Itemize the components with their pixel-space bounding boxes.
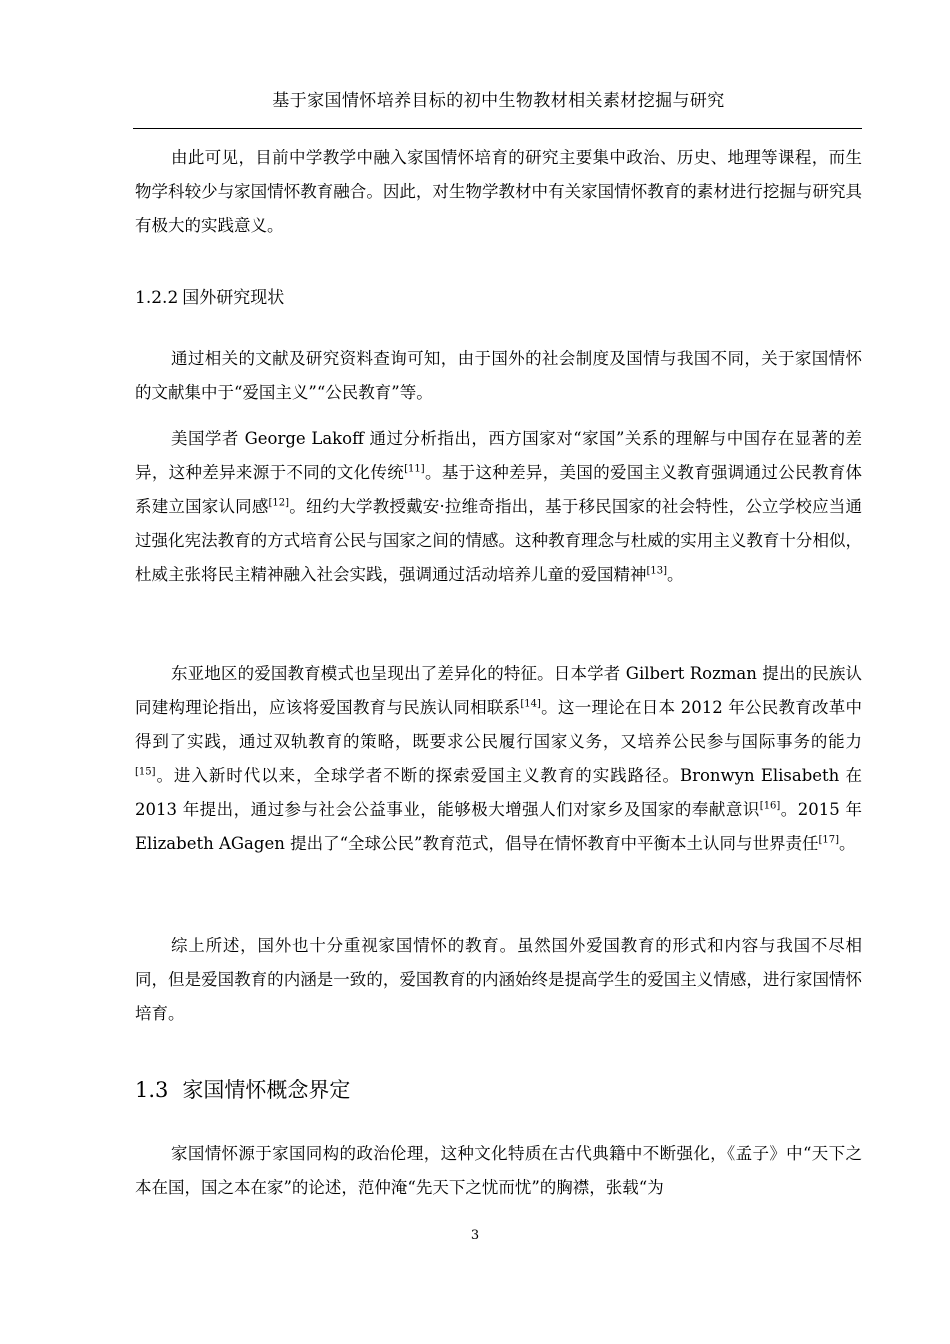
text-run: 东亚地区的爱国教育模式也呈现出了差异化的特征。日本学者 Gilbert Rozman 提出的民族认同建构理论指出，应该将爱国教育与民族认同相联系 (135, 664, 862, 717)
paragraph-intro-conclusion (135, 141, 862, 243)
citation-17: [17] (818, 834, 839, 846)
paragraph-text: 家国情怀源于家国同构的政治伦理，这种文化特质在古代典籍中不断强化，《孟子》中“天下之本在国，国之本在家”的论述，范仲淹“先天下之忧而忧”的胸襟，张载“为 (135, 1144, 862, 1197)
section-number: 1.2.2 (135, 288, 179, 308)
text-run: 。这一理论在日本 2012 年公民教育改革中得到了实践，通过双轨教育的策略，既要求公民履行国家义务，又培养公民参与国际事务的能力 (135, 698, 863, 751)
text-run: 。 (839, 834, 856, 853)
text-run: 美国学者 George Lakoff 通过分析指出，西方国家对“家国”关系的理解与中国存在显著的差异，这种差异来源于不同的文化传统 (135, 429, 862, 482)
text-run: 。基于这种差异，美国的爱国主义教育强调通过公民教育体系建立国家认同感 (135, 463, 863, 516)
citation-11: [11] (404, 463, 425, 475)
text-run: 。 (667, 565, 684, 584)
text-run: 。进入新时代以来，全球学者不断的探索爱国主义教育的实践路径。Bronwyn Elisabeth 在 2013 年提出，通过参与社会公益事业，能够极大增强人们对家乡及国家的奉献意识 (135, 766, 862, 819)
citation-16: [16] (759, 800, 781, 812)
paragraph-foreign-literature (135, 342, 862, 410)
page-number: 3 (470, 1228, 480, 1243)
citation-12: [12] (268, 497, 290, 509)
section-number: 1.3 (135, 1078, 169, 1102)
paragraph-text: 由此可见，目前中学教学中融入家国情怀培育的研究主要集中政治、历史、地理等课程，而生物学科较少与家国情怀教育融合。因此，对生物学教材中有关家国情怀教育的素材进行挖掘与研究具有极大的实践意义。 (135, 148, 862, 235)
paragraph-text (135, 422, 862, 592)
paragraph-us-patriotism (135, 422, 862, 592)
citation-14: [14] (520, 698, 541, 710)
citation-15: [15] (135, 766, 156, 778)
paragraph-east-asia (135, 657, 862, 861)
header-divider (133, 128, 862, 129)
text-run: 。纽约大学教授戴安·拉维奇指出，基于移民国家的社会特性，公立学校应当通过强化宪法教育的方式培育公民与国家之间的情感。这种教育理念与杜威的实用主义教育十分相似，杜威主张将民主精神融入社会实践，强调通过活动培养儿童的爱国精神 (135, 497, 862, 584)
section-heading-1-3 (135, 1076, 350, 1104)
paragraph-summary (135, 929, 862, 1031)
text-run: 。2015 年 Elizabeth AGagen 提出了“全球公民”教育范式，倡导在情怀教育中平衡本土认同与世界责任 (135, 800, 862, 853)
paragraph-text: 综上所述，国外也十分重视家国情怀的教育。虽然国外爱国教育的形式和内容与我国不尽相同，但是爱国教育的内涵是一致的，爱国教育的内涵始终是提高学生的爱国主义情感，进行家国情怀培育。 (135, 936, 862, 1023)
section-title: 国外研究现状 (182, 288, 285, 308)
section-heading-1-2-2 (135, 286, 284, 310)
paragraph-text: 通过相关的文献及研究资料查询可知，由于国外的社会制度及国情与我国不同，关于家国情怀的文献集中于“爱国主义”“公民教育”等。 (135, 349, 862, 402)
section-title: 家国情怀概念界定 (182, 1078, 351, 1102)
paragraph-concept-definition (135, 1137, 862, 1205)
citation-13: [13] (646, 565, 668, 577)
running-header: 基于家国情怀培养目标的初中生物教材相关素材挖掘与研究 (272, 91, 725, 111)
paragraph-text (135, 657, 862, 861)
